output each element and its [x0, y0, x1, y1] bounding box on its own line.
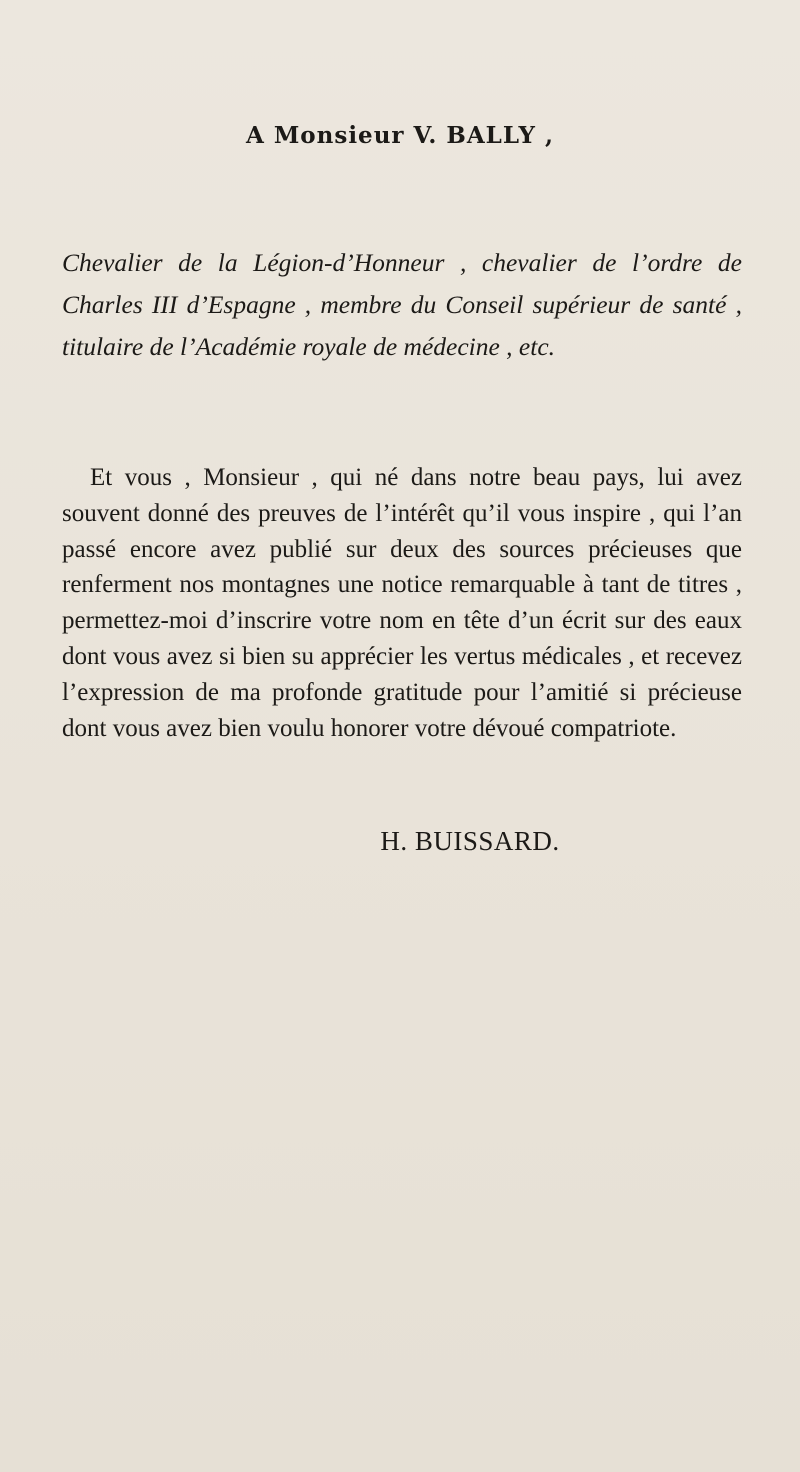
recipient-titles: Chevalier de la Légion-d’Honneur , chevalier de l’ordre de Charles III d’Espagne , membre du Conseil supérieur de santé , titulaire de l’Académie royale de médecine , etc. [62, 248, 742, 361]
dedication-body: Et vous , Monsieur , qui né dans notre beau pays, lui avez souvent donné des preuves de l’intérêt qu’il vous inspire , qui l’an passé encore avez publié sur deux des sources précieuses que renferment nos montagnes une notice remarquable à tant de titres , permettez-moi d’inscrire votre nom en tête d’un écrit sur des eaux dont vous avez si bien su apprécier les vertus médicales , et recevez l’expression de ma profonde gratitude pour l’amitié si précieuse dont vous avez bien voulu honorer votre dévoué compatriote. [62, 464, 742, 742]
dedication-title: A Monsieur V. BALLY , [246, 122, 554, 149]
signature: H. BUISSARD. [380, 826, 560, 856]
